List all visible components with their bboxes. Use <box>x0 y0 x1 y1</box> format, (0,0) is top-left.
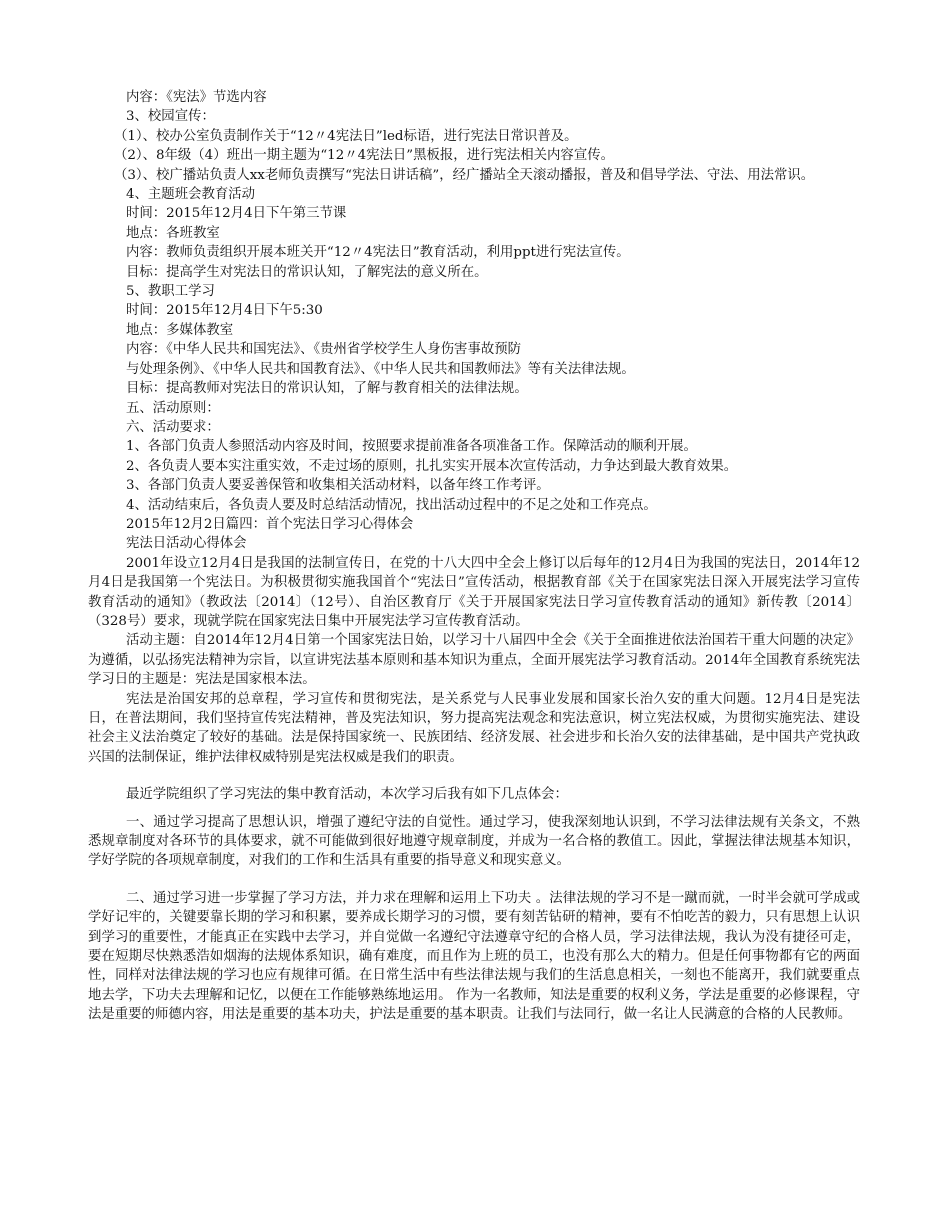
paragraph: 内容：《宪法》节选内容 <box>126 90 267 105</box>
paragraph: 内容：《中华人民共和国宪法》、《贵州省学校学生人身伤害事故预防 <box>126 342 522 358</box>
paragraph: 目标：提高教师对宪法日的常识认知，了解与教育相关的法律法规。 <box>126 381 528 397</box>
paragraph: 内容：教师负责组织开展本班关开“12〃4宪法日”教育活动，利用ppt进行宪法宣传。 <box>126 245 630 261</box>
list-item: 2、各负责人要本实注重实效，不走过场的原则，扎扎实实开展本次宣传活动，力争达到最大教育效果。 <box>126 458 738 474</box>
paragraph: 地点：多媒体教室 <box>126 322 234 338</box>
paragraph: （3）、校广播站负责人xx老师负责撰写“宪法日讲话稿”，经广播站全天滚动播报，普及和倡导学法、守法、用法常识。 <box>114 167 815 183</box>
list-item: 3、各部门负责人要妥善保管和收集相关活动材料，以备年终工作考评。 <box>126 478 550 494</box>
paragraph: 最近学院组织了学习宪法的集中教育活动，本次学习后我有如下几点体会： <box>126 787 568 803</box>
document-body <box>88 88 860 1025</box>
section-heading: 5、教职工学习 <box>126 284 215 300</box>
article-subtitle: 宪法日活动心得体会 <box>126 536 247 552</box>
paragraph: 一、通过学习提高了思想认识，增强了遵纪守法的自觉性。通过学习，使我深刻地认识到，不学习法律法规有关条文，不熟悉规章制度对各环节的具体要求，就不可能做到很好地遵守规章制度，并成为一名合格的教值工。因此，掌握法律法规基本知识，学好学院的各项规章制度，对我们的工作和生活具有重要的指导意义和现实意义。 <box>88 814 860 869</box>
paragraph: （1）、校办公室负责制作关于“12〃4宪法日”led标语，进行宪法日常识普及。 <box>114 128 578 144</box>
list-item: 1、各部门负责人参照活动内容及时间，按照要求提前准备各项准备工作。保障活动的顺利开展。 <box>126 439 697 455</box>
paragraph: 宪法是治国安邦的总章程，学习宣传和贯彻宪法，是关系党与人民事业发展和国家长治久安的重大问题。12月4日是宪法日，在普法期间，我们坚持宣传宪法精神，普及宪法知识，努力提高宪法观念和宪法意识，树立宪法权威，为贯彻实施宪法、建设社会主义法治奠定了较好的基础。法是保持国家统一、民族团结、经济发展、社会进步和长治久安的法律基础，是中国共产党执政兴国的法制保证，维护法律权威特别是宪法权威是我们的职责。 <box>88 691 860 765</box>
paragraph: 二、通过学习进一步掌握了学习方法，并力求在理解和运用上下功夫 。法律法规的学习不是一蹴而就，一时半会就可学成或学好记牢的，关键要靠长期的学习和积累，要养成长期学习的习惯，要有刻苦钻研的精神，要有不怕吃苦的毅力，只有思想上认识到学习的重要性，才能真正在实践中去学习，并自觉做一名遵纪守法遵章守纪的合格人员，学习法律法规，我认为没有捷径可走，要在短期尽快熟悉浩如烟海的法规体系知识，确有难度，而且作为上班的员工，也没有那么大的精力。但是任何事物都有它的两面性，同样对法律法规的学习也应有规律可循。在日常生活中有些法律法规与我们的生活息息相关，一刻也不能离开，我们就要重点地去学，下功夫去理解和记忆，以便在工作能够熟练地运用。 作为一名教师，知法是重要的权利义务，学法是重要的必修课程，守法是重要的师德内容，用法是重要的基本功夫，护法是重要的基本职责。让我们与法同行，做一名让人民满意的合格的人民教师。 <box>88 890 860 1023</box>
paragraph: 时间：2015年12月4日下午5:30 <box>126 303 323 319</box>
section-heading: 4、主题班会教育活动 <box>126 187 256 203</box>
paragraph: 与处理条例》、《中华人民共和国教育法》、《中华人民共和国教师法》等有关法律法规。 <box>126 361 635 377</box>
paragraph: （2）、8年级（4）班出一期主题为“12〃4宪法日”黑板报，进行宪法相关内容宣传。 <box>114 148 614 164</box>
paragraph: 地点：各班教室 <box>126 225 220 241</box>
paragraph: 活动主题：自2014年12月4日第一个国家宪法日始，以学习十八届四中全会《关于全面推进依法治国若干重大问题的决定》为遵循，以弘扬宪法精神为宗旨，以宣讲宪法基本原则和基本知识为重点，全面开展宪法学习教育活动。2014年全国教育系统宪法学习日的主题是：宪法是国家根本法。 <box>88 633 860 688</box>
section-heading: 六、活动要求： <box>126 419 220 435</box>
section-heading: 3、校园宣传： <box>126 109 215 125</box>
section-heading: 五、活动原则： <box>126 400 220 416</box>
article-title: 2015年12月2日篇四：首个宪法日学习心得体会 <box>126 516 414 532</box>
paragraph: 目标：提高学生对宪法日的常识认知，了解宪法的意义所在。 <box>126 264 488 280</box>
paragraph: 2001年设立12月4日是我国的法制宣传日，在党的十八大四中全会上修订以后每年的12月4日为我国的宪法日，2014年12月4日是我国第一个宪法日。为积极贯彻实施我国首个“宪法日”宣传活动，根据教育部《关于在国家宪法日深入开展宪法学习宣传教育活动的通知》（教政法〔2014〕（12号）、自治区教育厅《关于开展国家宪法日学习宣传教育活动的通知》新传教〔2014〕（328号）要求，现就学院在国家宪法日集中开展宪法学习宣传教育活动。 <box>88 555 860 629</box>
paragraph: 时间：2015年12月4日下午第三节课 <box>126 206 347 222</box>
list-item: 4、活动结束后，各负责人要及时总结活动情况，找出活动过程中的不足之处和工作亮点。 <box>126 497 657 513</box>
